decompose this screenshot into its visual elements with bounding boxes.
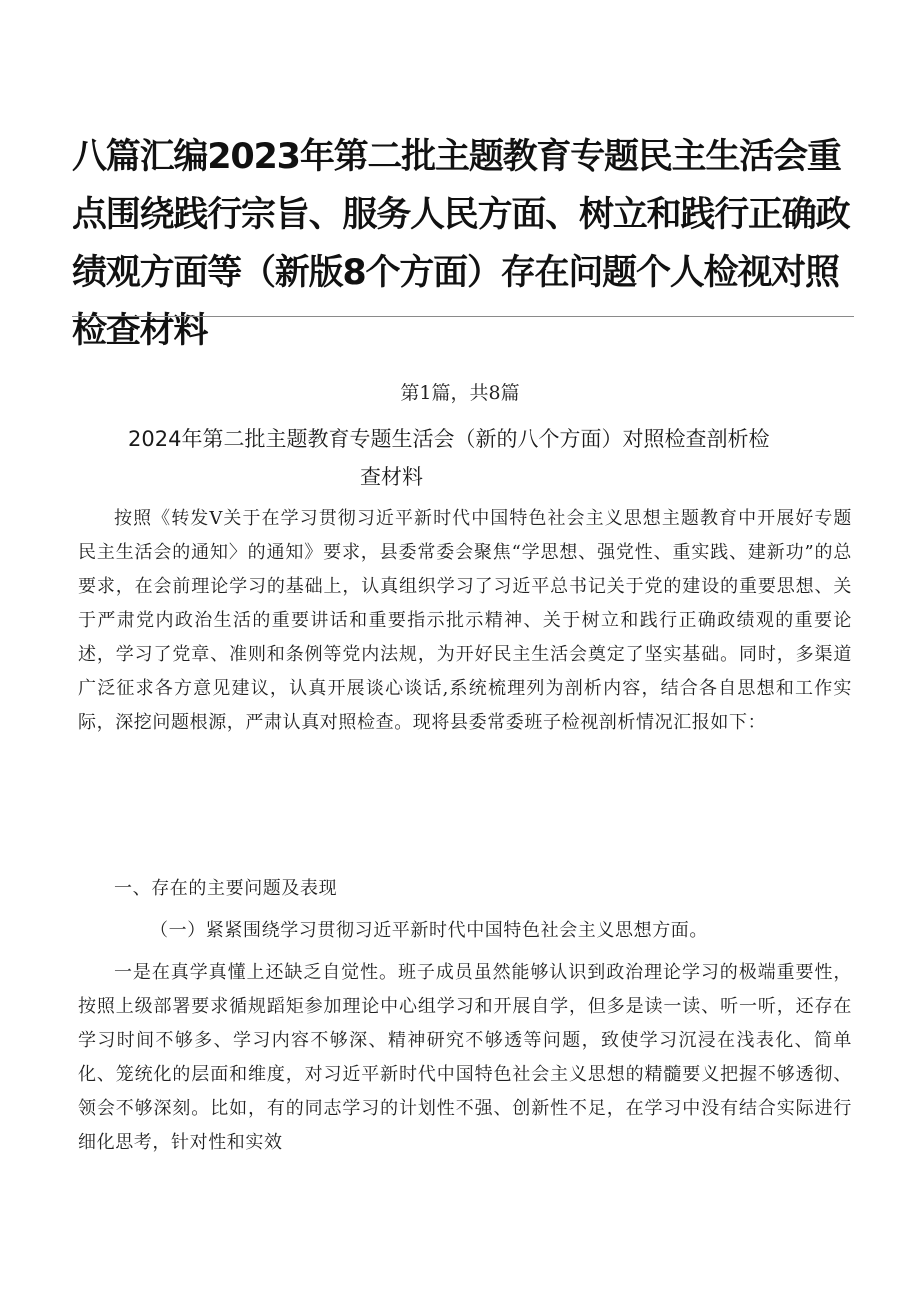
section-title-line-1: 2024年第二批主题教育专题生活会（新的八个方面）对照检查剖析检 <box>128 427 770 451</box>
subheading-theory-study: （一）紧紧围绕学习贯彻习近平新时代中国特色社会主义思想方面。 <box>150 920 708 941</box>
section-title-line-2: 查材料 <box>360 465 423 489</box>
title-underline <box>72 316 854 317</box>
paragraph-intro: 按照《转发V关于在学习贯彻习近平新时代中国特色社会主义思想主题教育中开展好专题民主生活会的通知〉的通知》要求，县委常委会聚焦“学思想、强党性、重实践、建新功”的总要求，在会前理论学习的基础上，认真组织学习了习近平总书记关于党的建设的重要思想、关于严肃党内政治生活的重要讲话和重要指示批示精神、关于树立和践行正确政绩观的重要论述，学习了党章、准则和条例等党内法规，为开好民主生活会奠定了坚实基础。同时，多渠道广泛征求各方意见建议，认真开展谈心谈话,系统梳理列为剖析内容，结合各自思想和工作实际，深挖问题根源，严肃认真对照检查。现将县委常委班子检视剖析情况汇报如下： <box>78 508 852 733</box>
paragraph-problem-1: 一是在真学真懂上还缺乏自觉性。班子成员虽然能够认识到政治理论学习的极端重要性，按照上级部署要求循规蹈矩参加理论中心组学习和开展自学，但多是读一读、听一听，还存在学习时间不够多、学习内容不够深、精神研究不够透等问题，致使学习沉浸在浅表化、简单化、笼统化的层面和维度，对习近平新时代中国特色社会主义思想的精髓要义把握不够透彻、领会不够深刻。比如，有的同志学习的计划性不强、创新性不足，在学习中没有结合实际进行细化思考，针对性和实效 <box>78 962 852 1153</box>
heading-main-problems: 一、存在的主要问题及表现 <box>114 878 338 899</box>
section-title <box>128 420 858 496</box>
document-title: 八篇汇编2023年第二批主题教育专题民主生活会重点围绕践行宗旨、服务人民方面、树立和践行正确政绩观方面等（新版8个方面）存在问题个人检视对照检查材料 <box>72 137 850 351</box>
part-label: 第1篇，共8篇 <box>400 382 520 404</box>
